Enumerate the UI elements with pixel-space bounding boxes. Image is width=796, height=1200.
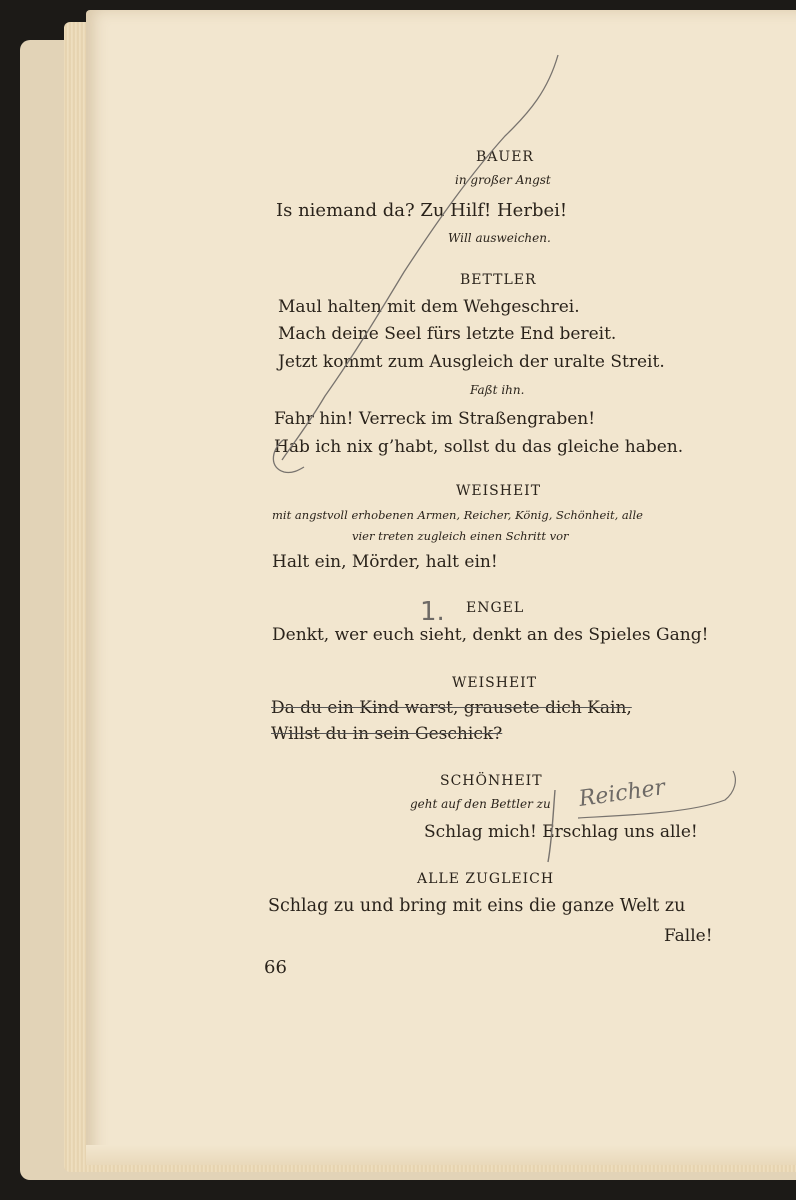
verse-line: Mach deine Seel fürs letzte End bereit. <box>278 324 617 344</box>
verse-line: Maul halten mit dem Wehgeschrei. <box>278 297 580 317</box>
verse-line: Schlag zu und bring mit eins die ganze Welt zu <box>268 896 686 916</box>
speaker-alle-zugleich: ALLE ZUGLEICH <box>417 871 555 887</box>
speaker-engel: ENGEL <box>466 600 525 616</box>
verse-line: Jetzt kommt zum Ausgleich der uralte Streit. <box>278 352 665 372</box>
speaker-weisheit: WEISHEIT <box>456 483 542 499</box>
stage-direction: mit angstvoll erhobenen Armen, Reicher, König, Schönheit, alle <box>272 508 643 522</box>
stage-direction: geht auf den Bettler zu <box>410 797 551 811</box>
pencil-reicher-signature: Reicher <box>577 775 667 812</box>
pencil-engel-number: 1. <box>420 597 445 627</box>
book-page <box>86 10 796 1165</box>
verse-line: Halt ein, Mörder, halt ein! <box>272 552 498 572</box>
speaker-weisheit: WEISHEIT <box>452 675 538 691</box>
verse-line: Hab ich nix g’habt, sollst du das gleiche haben. <box>274 437 684 457</box>
stage-direction: Will ausweichen. <box>448 231 551 245</box>
verse-line: Falle! <box>664 926 713 946</box>
page-number: 66 <box>264 957 287 978</box>
struck-verse-line: Da du ein Kind warst, grausete dich Kain, <box>271 698 632 718</box>
struck-verse-line: Willst du in sein Geschick? <box>271 724 503 744</box>
verse-line: Denkt, wer euch sieht, denkt an des Spieles Gang! <box>272 625 709 645</box>
speaker-bauer: BAUER <box>476 149 534 165</box>
verse-line: Fahr hin! Verreck im Straßengraben! <box>274 409 596 429</box>
speaker-bettler: BETTLER <box>460 272 537 288</box>
speaker-schoenheit: SCHÖNHEIT <box>440 773 543 789</box>
stage-direction: in großer Angst <box>455 173 551 187</box>
verse-line: Is niemand da? Zu Hilf! Herbei! <box>276 200 568 221</box>
stage-direction: vier treten zugleich einen Schritt vor <box>352 529 569 543</box>
verse-line: Schlag mich! Erschlag uns alle! <box>424 822 698 842</box>
stage-direction: Faßt ihn. <box>470 383 525 397</box>
